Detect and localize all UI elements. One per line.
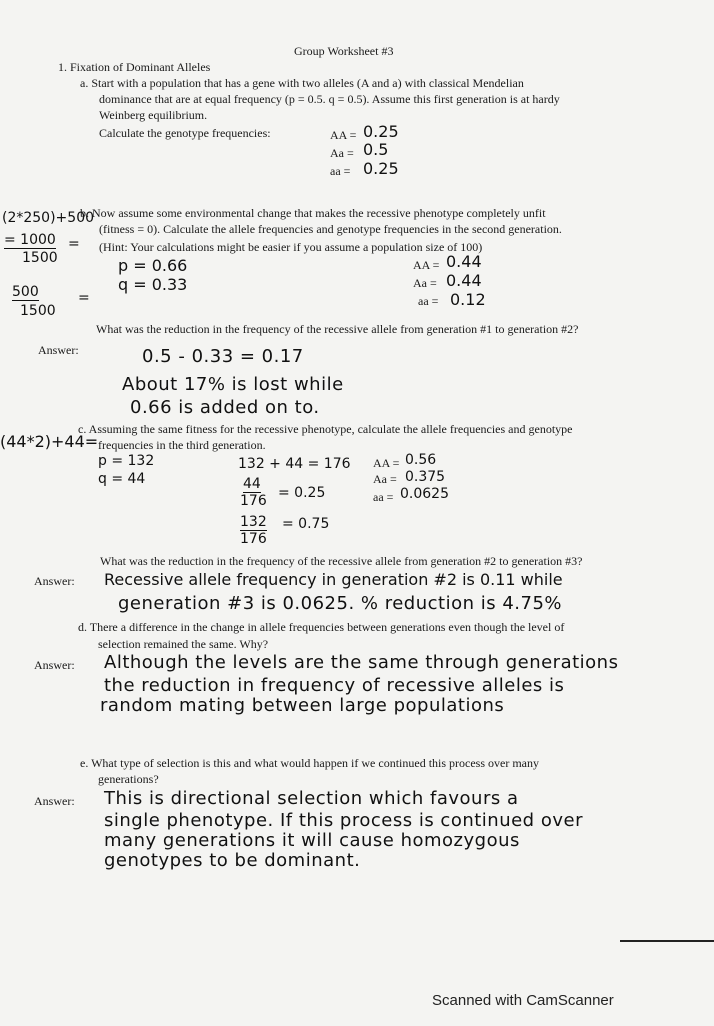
q1e-answer-line1: This is directional selection which favours a: [104, 788, 519, 809]
q1b-answer-line2: About 17% is lost while: [122, 374, 344, 395]
q1e-answer-label: Answer:: [34, 794, 75, 808]
q1c-work-sum: 132 + 44 = 176: [238, 456, 351, 472]
q1b-line1: b. Now assume some environmental change that makes the recessive phenotype completely unfit: [80, 206, 546, 220]
q1a-line3: Weinberg equilibrium.: [99, 108, 208, 122]
q1a-line4: Calculate the genotype frequencies:: [99, 126, 271, 140]
q1a-line2: dominance that are at equal frequency (p = 0.5. q = 0.5). Assume this first generation is at hardy: [99, 92, 560, 106]
q1c-answer-line1: Recessive allele frequency in generation #2 is 0.11 while: [104, 570, 563, 589]
q1d-answer-line2: the reduction in frequency of recessive alleles is: [104, 675, 565, 696]
q1c-AA-label: AA =: [373, 456, 400, 470]
worksheet-title: Group Worksheet #3: [294, 44, 394, 58]
q1b-answer-label: Answer:: [38, 343, 79, 357]
q1b-margin-work3: 1500: [22, 250, 58, 266]
q1c-margin-work: (44*2)+44=: [0, 432, 99, 451]
q1c-line1: c. Assuming the same fitness for the recessive phenotype, calculate the allele frequencies and genotype: [78, 422, 573, 436]
q1c-question: What was the reduction in the frequency of the recessive allele from generation #2 to generation #3?: [100, 554, 583, 568]
q1e-line2: generations?: [98, 772, 159, 786]
q1a-aa-value: 0.25: [363, 159, 399, 178]
q1b-line2: (fitness = 0). Calculate the allele frequencies and genotype frequencies in the second generation.: [99, 222, 562, 236]
q1b-margin-eq2: =: [78, 290, 90, 306]
q1c-frac2-result: = 0.75: [282, 516, 330, 532]
q1b-margin-work1: (2*250)+500: [2, 210, 95, 226]
q1c-q-value: q = 44: [98, 471, 146, 487]
q1d-answer-label: Answer:: [34, 658, 75, 672]
scanner-footer: Scanned with CamScanner: [432, 992, 614, 1009]
q1c-frac2-den: 176: [240, 531, 267, 547]
q1b-margin-work2: = 1000: [4, 232, 56, 248]
q1a-AA-value: 0.25: [363, 122, 399, 141]
q1c-p-value: p = 132: [98, 453, 155, 469]
q1c-aa-label: aa =: [373, 490, 394, 504]
q1-heading: 1. Fixation of Dominant Alleles: [58, 60, 211, 74]
q1b-margin-work5: 1500: [20, 303, 56, 319]
q1d-line2: selection remained the same. Why?: [98, 637, 269, 651]
q1b-margin-work4: 500: [12, 284, 39, 300]
q1c-frac1-num: 44: [243, 476, 261, 492]
q1b-aa-label: aa =: [418, 294, 439, 308]
q1c-line2: frequencies in the third generation.: [98, 438, 266, 452]
q1e-answer-line4: genotypes to be dominant.: [104, 850, 361, 871]
q1c-Aa-label: Aa =: [373, 472, 397, 486]
q1a-Aa-label: Aa =: [330, 146, 354, 160]
q1c-answer-label: Answer:: [34, 574, 75, 588]
q1c-aa-value: 0.0625: [400, 486, 449, 502]
q1b-margin-eq1: =: [68, 236, 80, 252]
q1b-answer-line3: 0.66 is added on to.: [130, 397, 320, 418]
q1b-answer-line1: 0.5 - 0.33 = 0.17: [142, 346, 304, 367]
q1d-answer-line3: random mating between large populations: [100, 695, 505, 716]
q1c-frac2-num: 132: [240, 514, 267, 530]
q1e-answer-line2: single phenotype. If this process is continued over: [104, 810, 583, 831]
q1c-answer-line2: generation #3 is 0.0625. % reduction is 4.75%: [118, 593, 563, 614]
q1c-Aa-value: 0.375: [405, 469, 446, 485]
q1a-aa-label: aa =: [330, 164, 351, 178]
page-edge-rule: [620, 940, 714, 942]
q1a-Aa-value: 0.5: [363, 140, 389, 159]
q1c-frac1-den: 176: [240, 493, 267, 509]
q1c-AA-value: 0.56: [405, 452, 437, 468]
q1b-Aa-label: Aa =: [413, 276, 437, 290]
q1d-line1: d. There a difference in the change in allele frequencies between generations even though the level of: [78, 620, 565, 634]
q1b-aa-value: 0.12: [450, 290, 486, 309]
q1c-frac1-result: = 0.25: [278, 485, 326, 501]
q1b-AA-value: 0.44: [446, 252, 482, 271]
q1b-question: What was the reduction in the frequency of the recessive allele from generation #1 to generation #2?: [96, 322, 579, 336]
q1a-line1: a. Start with a population that has a gene with two alleles (A and a) with classical Mendelian: [80, 76, 524, 90]
q1b-line3: (Hint: Your calculations might be easier if you assume a population size of 100): [99, 240, 483, 254]
q1b-AA-label: AA =: [413, 258, 440, 272]
q1b-q-value: q = 0.33: [118, 275, 188, 294]
q1b-Aa-value: 0.44: [446, 271, 482, 290]
q1d-answer-line1: Although the levels are the same through generations: [104, 652, 619, 673]
q1a-AA-label: AA =: [330, 128, 357, 142]
q1e-answer-line3: many generations it will cause homozygous: [104, 830, 520, 851]
q1b-p-value: p = 0.66: [118, 256, 188, 275]
q1e-line1: e. What type of selection is this and what would happen if we continued this process over many: [80, 756, 539, 770]
